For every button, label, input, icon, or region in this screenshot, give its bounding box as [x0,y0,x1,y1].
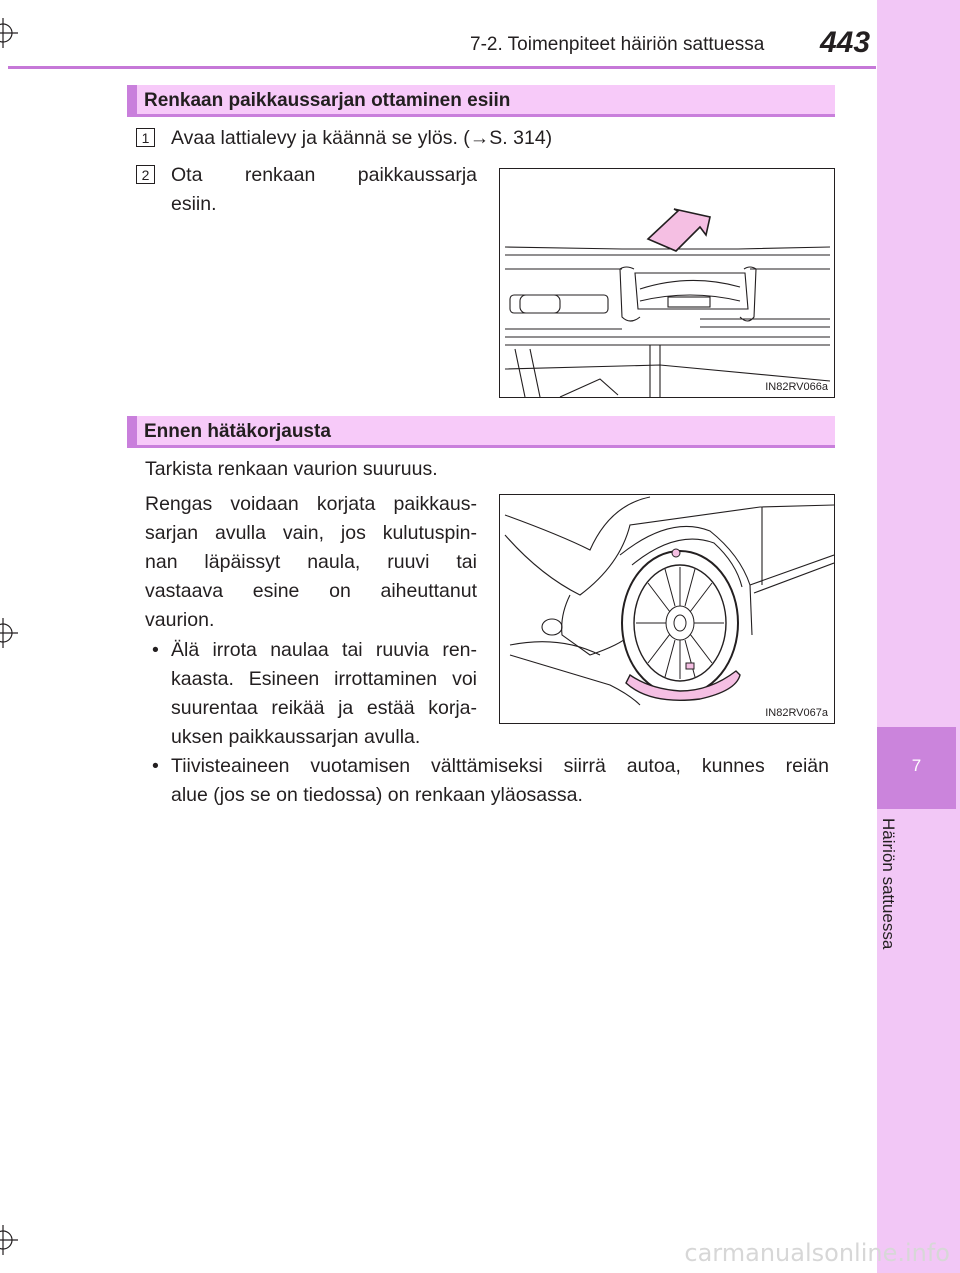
header-rule [8,66,876,69]
step-1-text: Avaa lattialevy ja käännä se ylös. (→S. 314) [171,127,553,149]
registration-mark-icon [0,18,18,48]
step-number-box: 2 [136,165,155,184]
trunk-illustration [499,168,835,398]
text-line: Tiivisteaineen vuotamisen välttämiseksi siirrä autoa, kunnes reiän [171,755,829,777]
bullet-icon: • [152,639,159,661]
figure-code: IN82RV067a [765,707,828,719]
running-header: 7-2. Toimenpiteet häiriön sattuessa [470,34,765,55]
text-line: Ota renkaan paikkaussarja [171,164,477,186]
text-line: sarjan avulla vain, jos kulutuspin- [145,522,477,544]
section-heading-before-repair [127,416,835,448]
section-heading-text: Ennen hätäkorjausta [144,421,331,442]
step-2-text [171,161,477,219]
bullet-note-1 [171,636,477,752]
text-line: vastaava esine on aiheuttanut [145,580,477,602]
chapter-side-tab [877,0,960,1273]
bullet-note-2 [171,752,829,810]
section-heading-kit-removal [127,85,835,117]
text-line: suurentaa reikää ja estää korja- [171,697,477,719]
flat-tire-illustration [499,494,835,724]
registration-mark-icon [0,1225,18,1255]
text-line: alue (jos se on tiedossa) on renkaan yläosassa. [171,784,583,806]
text-line: nan läpäissyt naula, ruuvi tai [145,551,477,573]
watermark: carmanualsonline.info [684,1239,950,1267]
text-line: uksen paikkaussarjan avulla. [171,726,421,748]
text-line: esiin. [171,193,217,215]
text-line: Älä irrota naulaa tai ruuvia ren- [171,639,477,661]
text-line: vaurion. [145,609,215,631]
intro-text: Tarkista renkaan vaurion suuruus. [145,458,438,480]
page-number: 443 [820,26,871,59]
section-heading-text: Renkaan paikkaussarjan ottaminen esiin [144,90,511,111]
registration-mark-icon [0,618,18,648]
damage-paragraph [145,490,477,635]
trunk-drawing [500,169,834,397]
flat-tire-drawing [500,495,834,723]
bullet-icon: • [152,755,159,777]
step-number-box: 1 [136,128,155,147]
chapter-title-text: Häiriön sattuessa [879,818,898,950]
text-line: Rengas voidaan korjata paikkaus- [145,493,477,515]
text-line: kaasta. Esineen irrottaminen voi [171,668,477,690]
chapter-title [878,818,908,968]
figure-code: IN82RV066a [765,381,828,393]
chapter-number: 7 [911,756,922,775]
